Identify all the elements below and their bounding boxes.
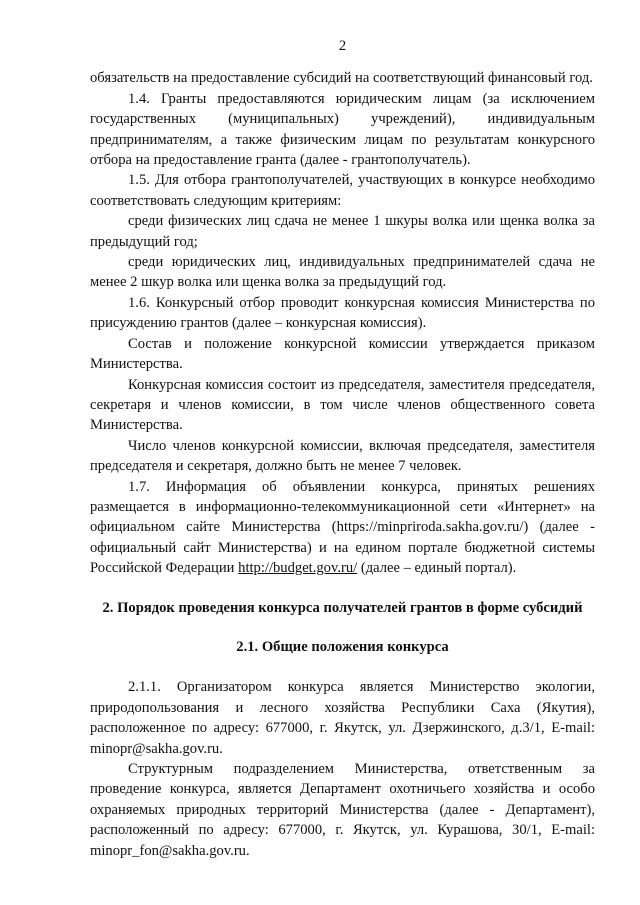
- paragraph-2-1-1: 2.1.1. Организатором конкурса является Министерство экологии, природопользования и лесного хозяйства Республики Саха (Якутия), расположенное по адресу: 677000, г. Якутск, ул. Дзержинского, д.3/1, E-mail: minopr@sakha.gov.ru.: [90, 679, 595, 757]
- paragraph-criteria-individuals: среди физических лиц сдача не менее 1 шкуры волка или щенка волка за предыдущий год;: [90, 213, 595, 250]
- paragraph-criteria-legal-entities: среди юридических лиц, индивидуальных предпринимателей сдача не менее 2 шкур волка или щенка волка за предыдущий год.: [90, 254, 595, 291]
- paragraph-continuation: обязательств на предоставление субсидий на соответствующий финансовый год.: [90, 70, 593, 87]
- paragraph-department: Структурным подразделением Министерства, ответственным за проведение конкурса, является Департамент охотничьего хозяйства и особо охраняемых природных территорий Министерства (далее - Департамент), расположенный по адресу: 677000, г. Якутск, ул. Курашова, 30/1, E-mail: minopr_fon@sakha.gov.ru.: [90, 761, 595, 859]
- paragraph-commission-composition: Состав и положение конкурсной комиссии утверждается приказом Министерства.: [90, 335, 595, 373]
- paragraph-1-7: [90, 477, 595, 579]
- paragraph-commission-members: Конкурсная комиссия состоит из председателя, заместителя председателя, секретаря и членов комиссии, в том числе членов общественного совета Министерства.: [90, 376, 595, 434]
- page-number: 2: [338, 38, 347, 54]
- document-page: [90, 36, 595, 861]
- paragraph-1-5: 1.5. Для отбора грантополучателей, участвующих в конкурсе необходимо соответствовать следующим критериям:: [90, 172, 595, 209]
- paragraph-1-4: 1.4. Гранты предоставляются юридическим лицам (за исключением государственных (муниципальных) учреждений), индивидуальным предпринимателям, а также физическим лицам по результатам конкурсного отбора на предоставление гранта (далее - грантополучатель).: [90, 90, 595, 169]
- paragraph-commission-count: Число членов конкурсной комиссии, включая председателя, заместителя председателя и секретаря, должно быть не менее 7 человек.: [90, 437, 595, 475]
- paragraph-1-7-tail: (далее – единый портал).: [357, 560, 517, 577]
- section-heading: 2. Порядок проведения конкурса получателей грантов в форме субсидий: [102, 599, 583, 616]
- paragraph-1-6: 1.6. Конкурсный отбор проводит конкурсная комиссия Министерства по присуждению грантов (далее – конкурсная комиссия).: [90, 294, 595, 332]
- paragraph-1-7-text: 1.7. Информация об объявлении конкурса, принятых решениях размещается в информационно-телекоммуникационной сети «Интернет» на официальном сайте Министерства (https://minpriroda.sakha.gov.ru/) (далее - официальный сайт Министерства) и на едином портале бюджетной системы Российской Федерации: [90, 478, 595, 577]
- budget-portal-link[interactable]: http://budget.gov.ru/: [238, 560, 358, 577]
- subsection-heading: 2.1. Общие положения конкурса: [236, 638, 449, 655]
